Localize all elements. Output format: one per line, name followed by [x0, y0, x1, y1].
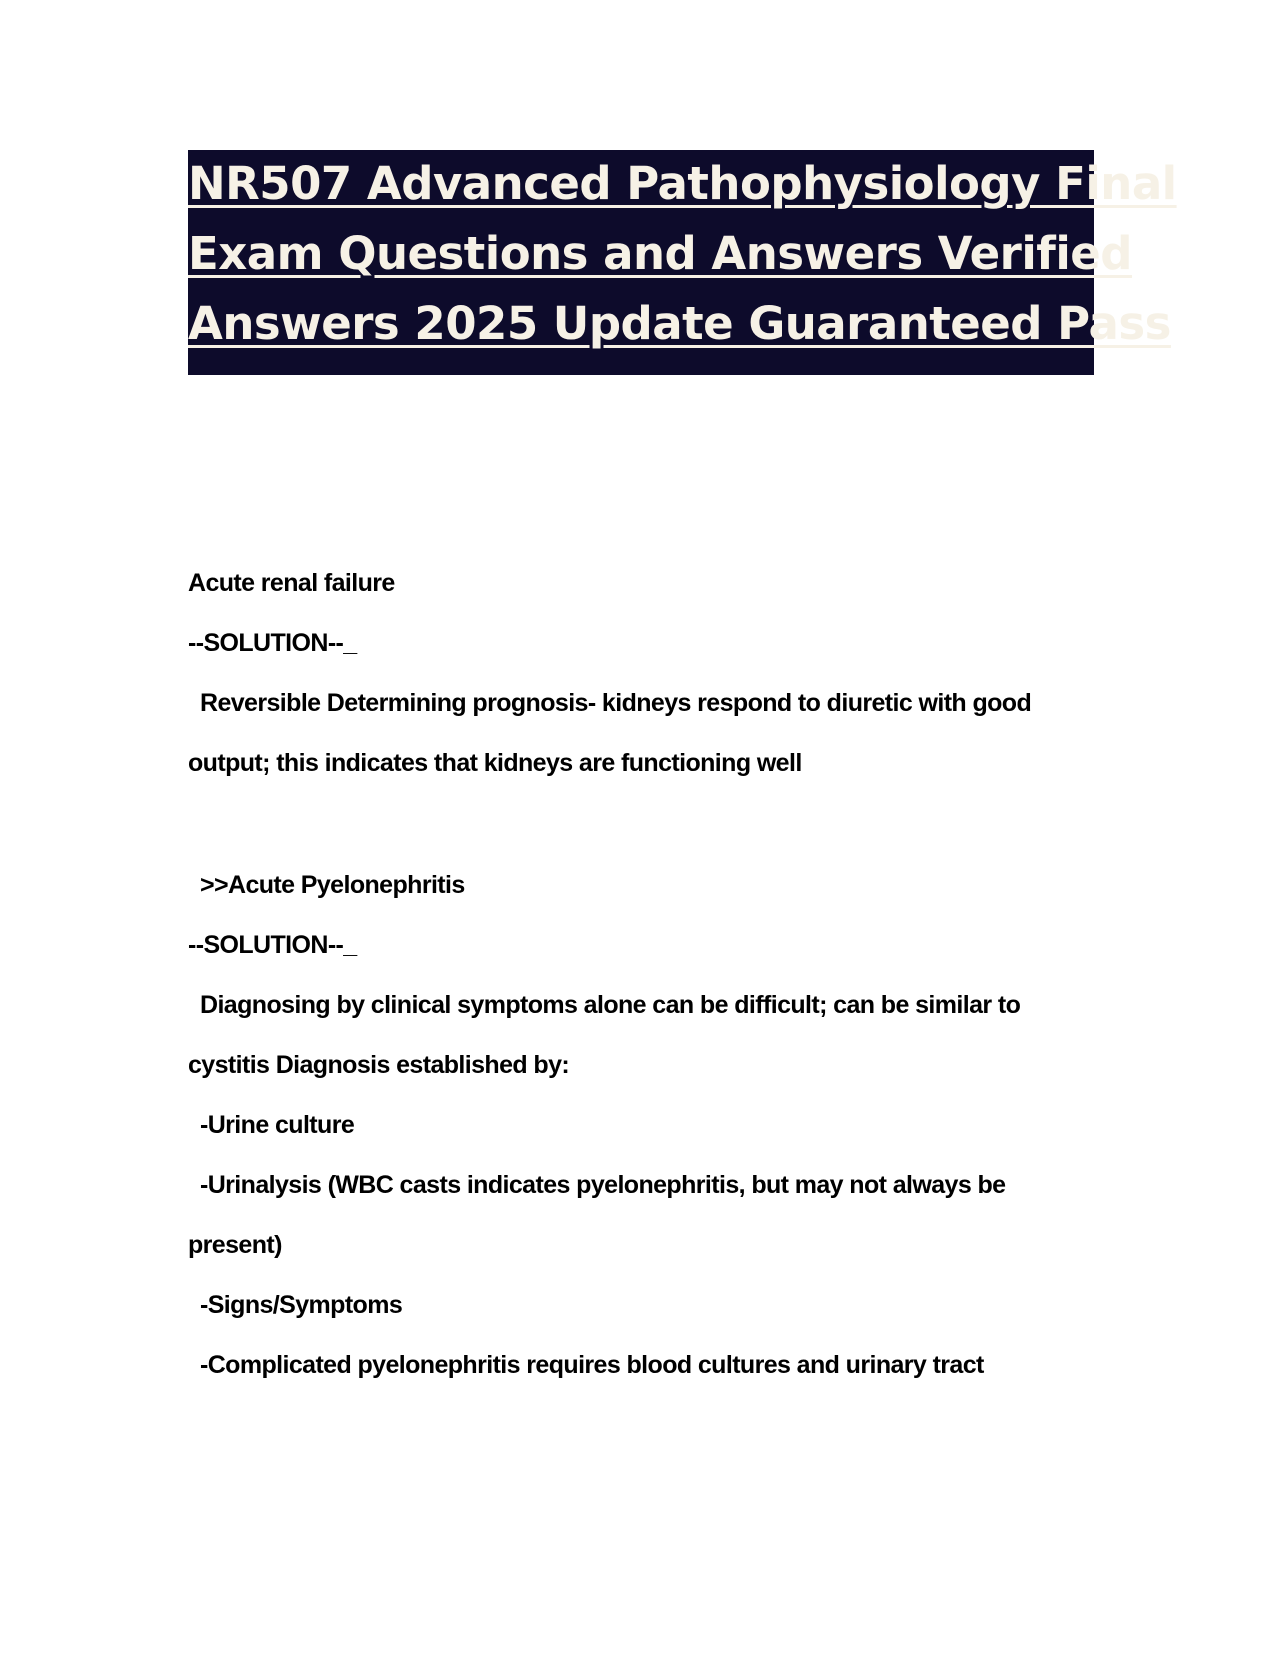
answer-line: Reversible Determining prognosis- kidneys respond to diuretic with good — [200, 689, 1032, 717]
answer-line: cystitis Diagnosis established by: — [188, 1051, 570, 1079]
answer-list-item: -Urinalysis (WBC casts indicates pyelonephritis, but may not always be — [200, 1171, 1006, 1199]
answer-line: present) — [188, 1231, 282, 1259]
solution-marker: --SOLUTION--_ — [188, 931, 357, 959]
document-title-line-1: NR507 Advanced Pathophysiology Final — [188, 157, 1177, 210]
answer-list-item: -Signs/Symptoms — [200, 1291, 403, 1319]
document-title-banner — [188, 150, 1177, 375]
question-heading: >>Acute Pyelonephritis — [200, 871, 465, 899]
solution-marker: --SOLUTION--_ — [188, 629, 357, 657]
answer-list-item: -Complicated pyelonephritis requires blood cultures and urinary tract — [200, 1351, 984, 1379]
answer-line: Diagnosing by clinical symptoms alone can be difficult; can be similar to — [200, 991, 1021, 1019]
document-title-line-2: Exam Questions and Answers Verified — [188, 227, 1133, 280]
question-heading: Acute renal failure — [188, 569, 395, 597]
answer-list-item: -Urine culture — [200, 1111, 355, 1139]
document-title-line-3: Answers 2025 Update Guaranteed Pass — [188, 297, 1171, 350]
answer-line: output; this indicates that kidneys are functioning well — [188, 749, 802, 777]
